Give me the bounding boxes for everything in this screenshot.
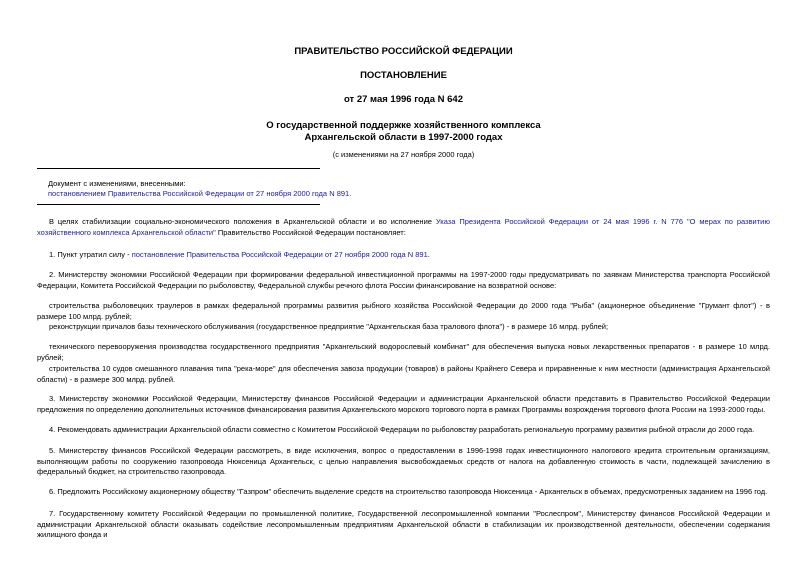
paragraph-2-item-4: строительства 10 судов смешанного плавания типа "река-море" для обеспечения завоза продукции (товаров) в районы Крайнего Севера и приравненные к ним местности (администрация Архангельской области) - в размере 300 млрд. рублей. [37,364,770,384]
paragraph-2-item-3: технического перевооружения производства государственного предприятия "Архангельский водорослевый комбинат" для обеспечения выпуска новых лекарственных препаратов - в размере 10 млрд. рублей; [37,342,770,362]
document-type: ПОСТАНОВЛЕНИЕ [360,70,447,81]
paragraph-1-end: . [427,250,430,259]
government-heading: ПРАВИТЕЛЬСТВО РОССИЙСКОЙ ФЕДЕРАЦИИ [294,46,513,57]
preamble-paragraph [37,217,770,238]
changes-note-label: Документ с изменениями, внесенными: [48,179,186,188]
paragraph-7: 7. Государственному комитету Российской Федерации по промышленной политике, Государственной лесопромышленной компании "Рослеспром", Министерству финансов Российской Федерации и администрации Архангельской области оказывать содействие лесопромышленным предприятиям Архангельской области в стабилизации их производственной деятельности, обеспечении содержания жилищного фонда и [37,509,770,539]
divider-bottom [37,204,320,205]
resolution-891-link[interactable]: постановление Правительства Российской Федерации от 27 ноября 2000 года N 891 [131,250,428,259]
paragraph-2-item-1: строительства рыболовецких траулеров в рамках федеральной программы развития рыбного хозяйства Российской Федерации до 2000 года "Рыба" (акционерное объединение "Грумант флот") - в размере 100 млрд. рублей; [37,301,770,321]
paragraph-6: 6. Предложить Российскому акционерному обществу "Газпром" обеспечить выделение средств на строительство газопровода Нюксеница - Архангельск в объемах, предусмотренных заданием на 1996 год. [49,487,768,496]
preamble-text-start: В целях стабилизации социально-экономического положения в Архангельской области и во исполнение [49,217,436,226]
paragraph-5: 5. Министерству финансов Российской Федерации рассмотреть, в виде исключения, вопрос о предоставлении в 1996-1998 годах инвестиционного налогового кредита строительным организациям, выполняющим работы по сооружению газопровода Нюксеница Архангельск, с целью направления высвобождаемых средств от налога на добавленную стоимость в части, подлежащей зачислению в федеральный бюджет, на строительство газопровода. [37,446,770,476]
amendments-note: (с изменениями на 27 ноября 2000 года) [332,150,475,159]
divider-top [37,168,320,169]
document-title-line-2: Архангельской области в 1997-2000 годах [304,132,503,143]
presidential-decree-link[interactable]: Указа Президента Российской Федерации от 24 мая 1996 г. N 776 "О мерах по развитию хозяйственного комплекса Архангельской области" [37,217,770,237]
paragraph-3: 3. Министерству экономики Российской Федерации, Министерству финансов Российской Федерации и администрации Архангельской области представить в Правительство Российской Федерации предложения по определению дополнительных источников финансирования развития Архангельского морского торгового порта в рамках Программы возрождения торгового флота России на 1993-2000 годы. [37,394,770,414]
paragraph-4: 4. Рекомендовать администрации Архангельской области совместно с Комитетом Российской Федерации по рыболовству разработать региональную программу развития рыбной отрасли до 2000 года. [49,425,755,434]
paragraph-1-text: 1. Пункт утратил силу - [49,250,132,259]
paragraph-1 [37,250,770,261]
document-title-line-1: О государственной поддержке хозяйственного комплекса [266,120,541,131]
preamble-text-end: Правительство Российской Федерации постановляет: [215,227,406,237]
paragraph-2-item-2: реконструкции причалов базы технического обслуживания (государственное предприятие "Архангельская база тралового флота") - в размере 16 млрд. рублей; [49,322,609,331]
document-date-number: от 27 мая 1996 года N 642 [343,94,464,105]
changes-note-link[interactable]: постановлением Правительства Российской Федерации от 27 ноября 2000 года N 891. [48,189,352,198]
paragraph-2: 2. Министерству экономики Российской Федерации при формировании федеральной инвестиционной программы на 1997-2000 годы предусматривать по заявкам Министерства транспорта Российской Федерации, Комитета Российской Федерации по рыболовству, Федеральной службы речного флота России финансирование на возвратной основе: [37,270,770,290]
